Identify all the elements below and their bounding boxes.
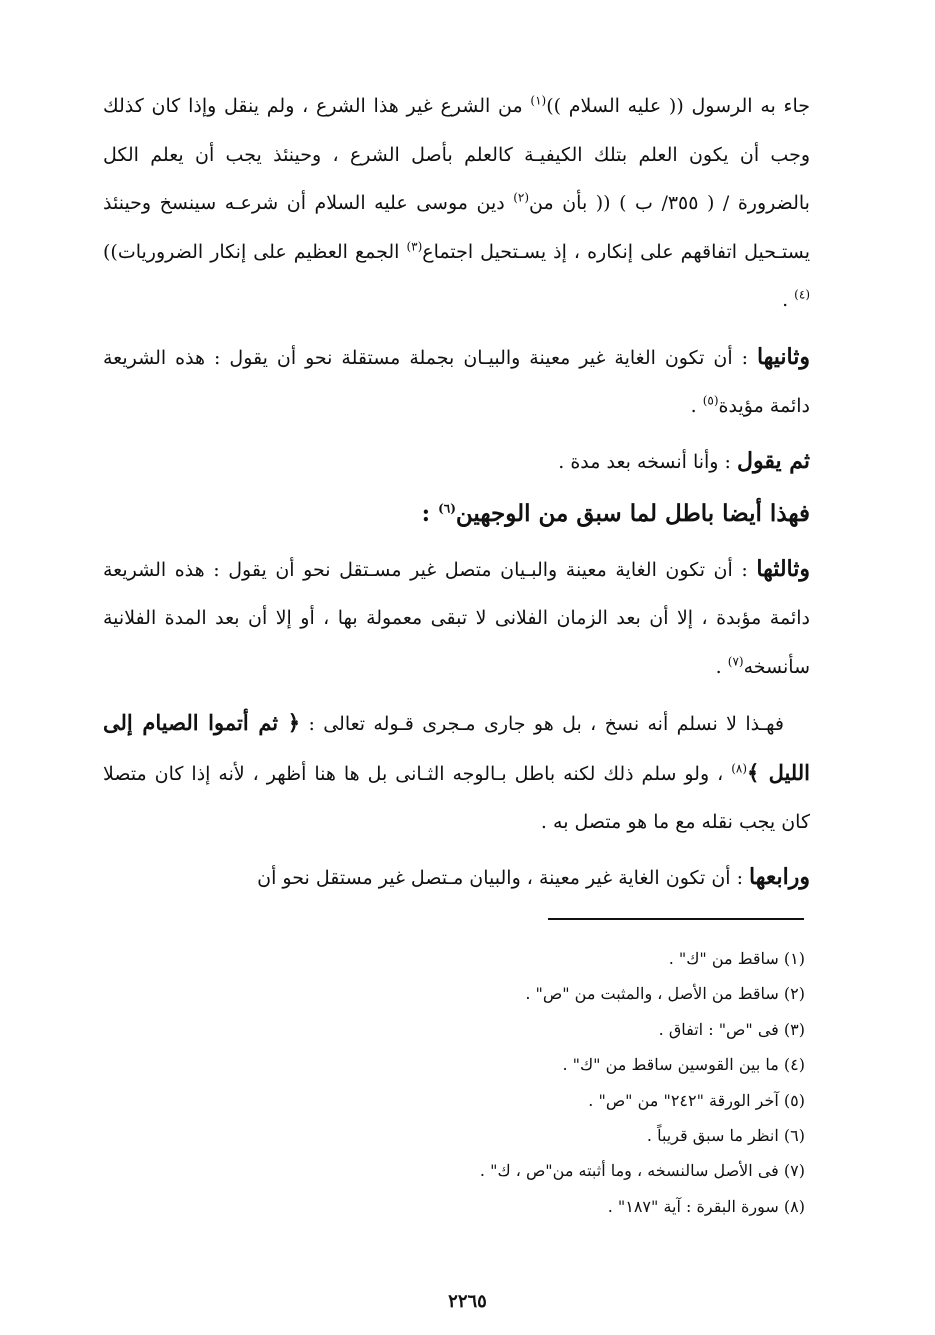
section-lead: ثم يقول	[736, 447, 810, 474]
footnote-ref-3[interactable]: (٣)	[406, 239, 423, 254]
footnote-5: (٥) آخر الورقة "٢٤٢" من "ص" .	[588, 1090, 805, 1110]
main-text	[103, 82, 810, 902]
text-run: : أن تكون الغاية غير معينة ، والبيان مـتصل غير مستقل نحو أن	[257, 866, 750, 889]
text-run: جاء به الرسول (( عليه السلام ))	[546, 95, 810, 117]
section-lead: ورابعها	[749, 863, 810, 890]
footnote-ref-7[interactable]: (٧)	[727, 654, 744, 669]
paragraph-4	[103, 490, 810, 539]
footnote-ref-6[interactable]: (٦)	[438, 501, 456, 516]
footnotes	[300, 941, 805, 1224]
paragraph-2	[103, 333, 810, 431]
text-run: .	[782, 289, 795, 311]
footnote-ref-2[interactable]: (٢)	[513, 190, 530, 205]
footnote-ref-8[interactable]: (٨)	[731, 761, 748, 776]
paragraph-6	[103, 699, 810, 847]
section-lead: وثالثها	[756, 555, 810, 582]
text-run: فهذا أيضا باطل لما سبق من الوجهين	[455, 500, 810, 527]
paragraph-7	[103, 853, 810, 903]
text-run: .	[690, 395, 703, 417]
text-run: من الشرع غير هذا الشرع ، ولم ينقل وإذا كان كذلك وجب أن يكون العلم بتلك الكيفيـة كالعلم بأصل الشرع ، وحينئذ يجب أن يعلم الكل بالضرورة / ( ٣٥٥/ ب ) (( بأن من	[103, 95, 810, 214]
text-run: :	[421, 500, 439, 527]
footnote-ref-5[interactable]: (٥)	[702, 393, 719, 408]
footnote-4: (٤) ما بين القوسين ساقط من "ك" .	[562, 1055, 805, 1075]
quran-verse: ﴿ ثم أتموا الصيام إلى الليل ﴾	[103, 710, 810, 785]
footnote-ref-1[interactable]: (١)	[530, 93, 547, 108]
paragraph-5	[103, 545, 810, 692]
text-run: الجمع العظيم على إنكار الضروريات))	[103, 240, 407, 263]
paragraph-1	[103, 82, 810, 325]
page-number: ٢٢٦٥	[448, 1291, 487, 1312]
footnote-7: (٧) فى الأصل سالنسخه ، وما أثبته من"ص ، ك" .	[479, 1161, 805, 1181]
footnote-6: (٦) انظر ما سبق قريباً .	[646, 1126, 805, 1146]
footnote-divider	[548, 918, 804, 920]
section-lead: وثانيها	[756, 343, 810, 370]
text-run: ، ولو سلم ذلك لكنه باطل بـالوجه الثـانى بل ها هنا أظهر ، لأنه إذا كان متصلا كان يجب نقله مع ما هو متصل به .	[103, 762, 810, 833]
paragraph-3	[103, 437, 810, 487]
text-run: : وأنا أنسخه بعد مدة .	[558, 450, 737, 473]
text-run: : أن تكون الغاية معينة والبـيان متصل غير مسـتقل نحو أن يقول : هذه الشريعة دائمة مؤبدة ، إلا أن بعد الزمان الفلانى لا تبقى معمولة بها ، أو إلا أن بعد المدة الفلانية سأنسخه	[103, 558, 810, 678]
text-run: فهـذا لا نسلم أنه نسخ ، بل هو جارى مـجرى قـوله تعالى :	[300, 713, 784, 735]
text-run: .	[715, 655, 728, 678]
footnote-8: (٨) سورة البقرة : آية "١٨٧" .	[607, 1196, 805, 1216]
footnote-2: (٢) ساقط من الأصل ، والمثبت من "ص" .	[525, 984, 805, 1004]
text-run: : أن تكون الغاية غير معينة والبيـان بجملة مستقلة نحو أن يقول : هذه الشريعة دائمة مؤيدة	[103, 346, 810, 417]
footnote-3: (٣) فى "ص" : اتفاق .	[658, 1019, 805, 1039]
footnote-1: (١) ساقط من "ك" .	[668, 949, 805, 968]
footnote-ref-4[interactable]: (٤)	[794, 287, 810, 302]
text-run: دين موسى عليه السلام أن شرعـه سينسخ وحينئذ يستـحيل اتفاقهم على إنكاره ، إذ يسـتحيل اجتماع	[103, 192, 810, 263]
